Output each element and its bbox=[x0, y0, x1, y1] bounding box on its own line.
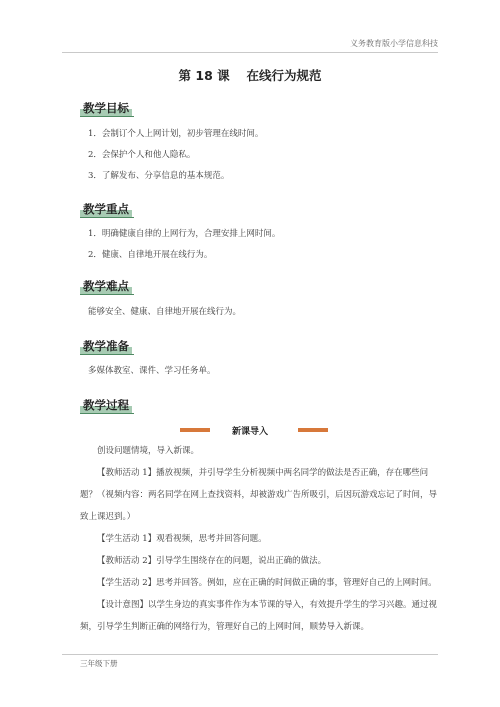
subheading-intro: 新课导入 bbox=[231, 427, 268, 437]
difficulties-text: 能够安全、健康、自律地开展在线行为。 bbox=[88, 307, 242, 317]
goal-item-1: 1．会制订个人上网计划，初步管理在线时间。 bbox=[88, 129, 264, 139]
section-heading-difficulties: 教学难点 bbox=[80, 278, 132, 294]
process-paragraph-4: 【教师活动 2】引导学生围绕存在的问题，说出正确的做法。 bbox=[97, 556, 327, 566]
process-paragraph-3: 【学生活动 1】观看视频，思考并回答问题。 bbox=[97, 534, 267, 544]
key-point-item-2: 2．健康、自律地开展在线行为。 bbox=[88, 250, 213, 260]
lesson-title: 第 18 课 在线行为规范 bbox=[178, 68, 322, 83]
section-heading-process: 教学过程 bbox=[80, 397, 132, 413]
publisher-header: 义务教育版小学信息科技 bbox=[350, 39, 438, 48]
goal-item-2: 2．会保护个人和他人隐私。 bbox=[88, 150, 196, 160]
subheading-bar-right bbox=[298, 428, 328, 432]
process-paragraph-5: 【学生活动 2】思考并回答。例如，应在正确的时间做正确的事，管理好自己的上网时间。 bbox=[97, 578, 437, 588]
footer-divider bbox=[62, 654, 438, 655]
preparation-text: 多媒体教室、课件、学习任务单。 bbox=[88, 366, 216, 376]
section-heading-key-points: 教学重点 bbox=[80, 201, 132, 217]
footer-grade: 三年级下册 bbox=[80, 659, 118, 668]
key-point-item-1: 1．明确健康自律的上网行为，合理安排上网时间。 bbox=[88, 229, 281, 239]
process-paragraph-6: 【设计意图】以学生身边的真实事件作为本节课的导入，有效提升学生的学习兴趣。通过视频，引导学生判断正确的网络行为，管理好自己的上网时间，顺势导入新课。 bbox=[80, 600, 438, 632]
section-heading-goals: 教学目标 bbox=[80, 100, 132, 116]
header-divider bbox=[62, 52, 438, 53]
goal-item-3: 3．了解发布、分享信息的基本规范。 bbox=[88, 171, 230, 181]
process-paragraph-1: 创设问题情境，导入新课。 bbox=[97, 446, 200, 456]
section-heading-preparation: 教学准备 bbox=[80, 338, 132, 354]
process-paragraph-2: 【教师活动 1】播放视频，并引导学生分析视频中两名同学的做法是否正确，存在哪些问题？（视频内容：两名同学在网上查找资料，却被游戏广告所吸引，后因玩游戏忘记了时间，导致上课迟到。） bbox=[80, 468, 438, 522]
